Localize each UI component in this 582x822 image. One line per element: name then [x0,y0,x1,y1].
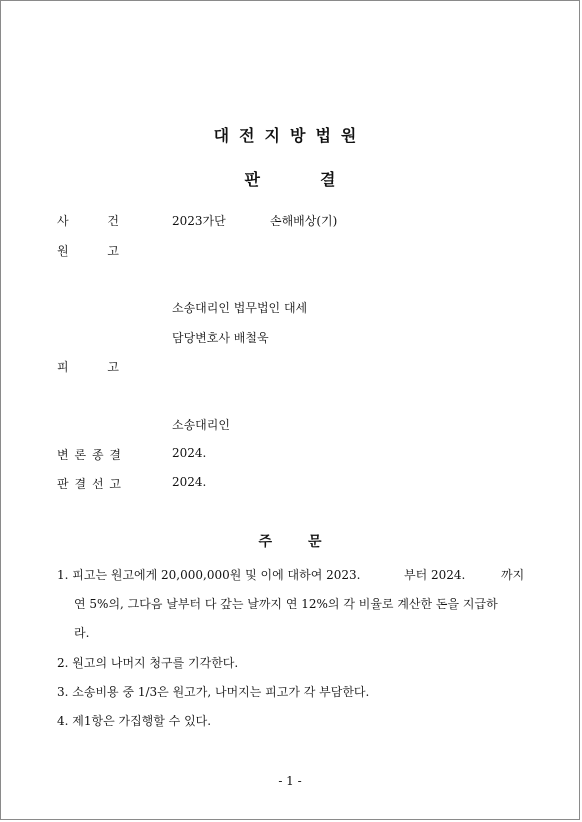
order-item-1-part-a: 1. 피고는 원고에게 20,000,000원 및 이에 대하여 2023. [57,568,361,582]
case-number: 2023가단 [172,214,226,228]
order-heading: 주 문 [258,534,322,550]
order-item-4: 4. 제1항은 가집행할 수 있다. [57,714,212,728]
judgment-label: 판 결 선 고 [57,477,121,491]
order-item-1-line-3: 라. [74,626,90,640]
case-label: 사 건 [57,214,119,228]
order-item-1-part-c: 까지 [501,568,525,582]
page-number: - 1 - [278,774,302,788]
closing-label: 변 론 종 결 [57,448,121,462]
title-char-2: 결 [320,170,336,189]
plaintiff-label: 원 고 [57,244,119,258]
closing-date: 2024. [172,446,207,460]
case-name: 손해배상(기) [270,214,338,228]
order-item-3: 3. 소송비용 중 1/3은 원고가, 나머지는 피고가 각 부담한다. [57,685,370,699]
title-char-1: 판 [244,170,260,189]
plaintiff-agent-attorney: 담당변호사 배철욱 [172,331,269,345]
defendant-agent: 소송대리인 [172,418,230,432]
judgment-date: 2024. [172,475,207,489]
defendant-label: 피 고 [57,360,119,374]
court-name: 대전지방법원 [213,126,367,145]
order-item-1-part-b: 부터 2024. [404,568,466,582]
order-item-1-line-2: 연 5%의, 그다음 날부터 다 갚는 날까지 연 12%의 각 비율로 계산한 돈을 지급하 [74,597,498,611]
plaintiff-agent-firm: 소송대리인 법무법인 대세 [172,301,308,315]
order-item-2: 2. 원고의 나머지 청구를 기각한다. [57,656,239,670]
document-title [1,167,579,190]
